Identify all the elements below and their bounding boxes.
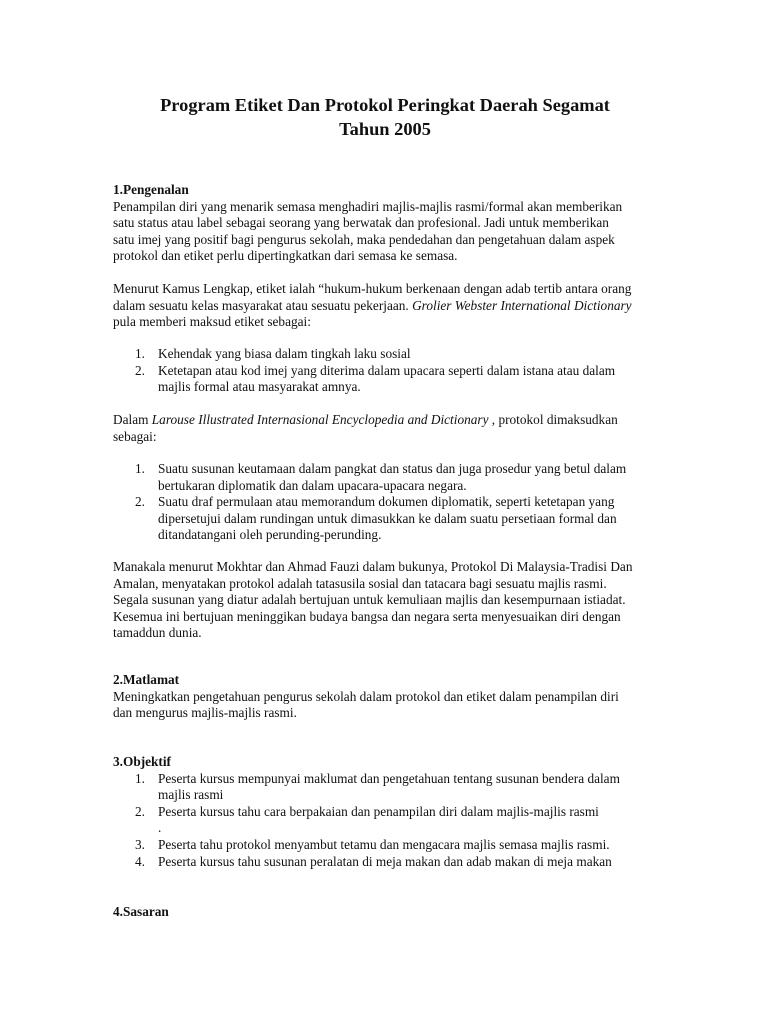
section-matlamat: [113, 672, 673, 722]
text-line: Menurut Kamus Lengkap, etiket ialah “hukum-hukum berkenaan dengan adab tertib antara orang: [113, 281, 632, 296]
list-protokol: [113, 461, 673, 544]
document-title: [100, 93, 670, 141]
text-line: majlis rasmi: [158, 787, 224, 803]
text-line: Peserta tahu protokol menyambut tetamu dan mengacara majlis semasa majlis rasmi.: [158, 836, 610, 852]
list-item: [113, 804, 673, 821]
list-item: [113, 494, 673, 544]
text-line: pula memberi maksud etiket sebagai:: [113, 314, 311, 330]
text-line: sebagai:: [113, 428, 157, 444]
section-pengenalan: [113, 182, 673, 265]
list-number: 2.: [135, 494, 145, 510]
stray-dot: .: [158, 820, 162, 836]
text-line: Amalan, menyatakan protokol adalah tatasusila sosial dan tatacara bagi sesuatu majlis rasmi.: [113, 575, 607, 591]
text-line: tamaddun dunia.: [113, 625, 202, 641]
text-line: dan mengurus majlis-majlis rasmi.: [113, 705, 297, 721]
text-line: dipersetujui dalam rundingan untuk dimasukkan ke dalam suatu persetiaan formal dan: [158, 510, 617, 526]
list-number: 2.: [135, 362, 145, 378]
text-line: Peserta kursus tahu susunan peralatan di meja makan dan adab makan di meja makan: [158, 853, 612, 869]
text-plain: , protokol dimaksudkan: [488, 412, 618, 427]
list-item: [113, 771, 673, 804]
section-sasaran: [113, 904, 673, 921]
text-line: Manakala menurut Mokhtar dan Ahmad Fauzi dalam bukunya, Protokol Di Malaysia-Tradisi Dan: [113, 559, 633, 574]
text-line: Segala susunan yang diatur adalah bertujuan untuk kemuliaan majlis dan kesempurnaan istiadat.: [113, 592, 626, 608]
list-number: 2.: [135, 803, 145, 819]
list-number: 4.: [135, 853, 145, 869]
section-heading: 4.Sasaran: [113, 904, 169, 919]
paragraph-larouse: [113, 412, 673, 445]
text-line: [113, 298, 673, 315]
book-title: Grolier Webster International Dictionary: [412, 297, 632, 313]
list-etiket: [113, 346, 673, 396]
text-line: ditandatangani oleh perunding-perunding.: [158, 527, 382, 543]
list-number: 1.: [135, 770, 145, 786]
title-line-2: Tahun 2005: [339, 119, 431, 139]
list-item: [113, 837, 673, 854]
paragraph-kamus: [113, 281, 673, 331]
text-line: Suatu draf permulaan atau memorandum dokumen diplomatik, seperti ketetapan yang: [158, 494, 615, 510]
text-line: satu imej yang positif bagi pengurus sekolah, maka pendedahan dan pengetahuan dalam aspek: [113, 231, 615, 247]
text-line: Kesemua ini bertujuan meninggikan budaya bangsa dan negara serta menyesuaikan diri dengan: [113, 608, 621, 624]
text-line: Kehendak yang biasa dalam tingkah laku sosial: [158, 346, 411, 361]
list-number: 3.: [135, 836, 145, 852]
list-item: [113, 346, 673, 363]
text-line: protokol dan etiket perlu dipertingkatkan dari semasa ke semasa.: [113, 248, 458, 264]
section-heading: 2.Matlamat: [113, 672, 180, 687]
text-line: Suatu susunan keutamaan dalam pangkat dan status dan juga prosedur yang betul dalam: [158, 461, 627, 476]
text-line: satu status atau label sebagai seorang yang berwatak dan profesional. Jadi untuk memberikan: [113, 215, 609, 231]
text-line: majlis formal atau masyarakat amnya.: [158, 379, 361, 395]
text-line: Ketetapan atau kod imej yang diterima dalam upacara seperti dalam istana atau dalam: [158, 362, 616, 378]
list-number: 1.: [135, 461, 145, 476]
list-item: [113, 854, 673, 871]
text-line: [113, 412, 673, 429]
section-heading: 1.Pengenalan: [113, 182, 189, 197]
text-line: Penampilan diri yang menarik semasa menghadiri majlis-majlis rasmi/formal akan memberikan: [113, 198, 623, 214]
section-objektif: [113, 754, 673, 870]
text-line: bertukaran diplomatik dan dalam upacara-upacara negara.: [158, 477, 467, 493]
paragraph-mokhtar: [113, 559, 673, 642]
text-line: Peserta kursus tahu cara berpakaian dan penampilan diri dalam majlis-majlis rasmi: [158, 803, 599, 819]
text-plain: Dalam: [113, 412, 152, 427]
list-item: [113, 461, 673, 494]
list-number: 1.: [135, 346, 145, 361]
text-plain: dalam sesuatu kelas masyarakat atau sesuatu pekerjaan.: [113, 297, 413, 313]
text-line: Peserta kursus mempunyai maklumat dan pengetahuan tentang susunan bendera dalam: [158, 770, 620, 786]
paragraph: [113, 199, 673, 265]
title-line-1: Program Etiket Dan Protokol Peringkat Daerah Segamat: [160, 95, 610, 115]
list-item: [113, 363, 673, 396]
section-heading: 3.Objektif: [113, 754, 171, 769]
book-title: Larouse Illustrated Internasional Encyclopedia and Dictionary: [151, 412, 489, 427]
text-line: Meningkatkan pengetahuan pengurus sekolah dalam protokol dan etiket dalam penampilan diri: [113, 688, 619, 704]
